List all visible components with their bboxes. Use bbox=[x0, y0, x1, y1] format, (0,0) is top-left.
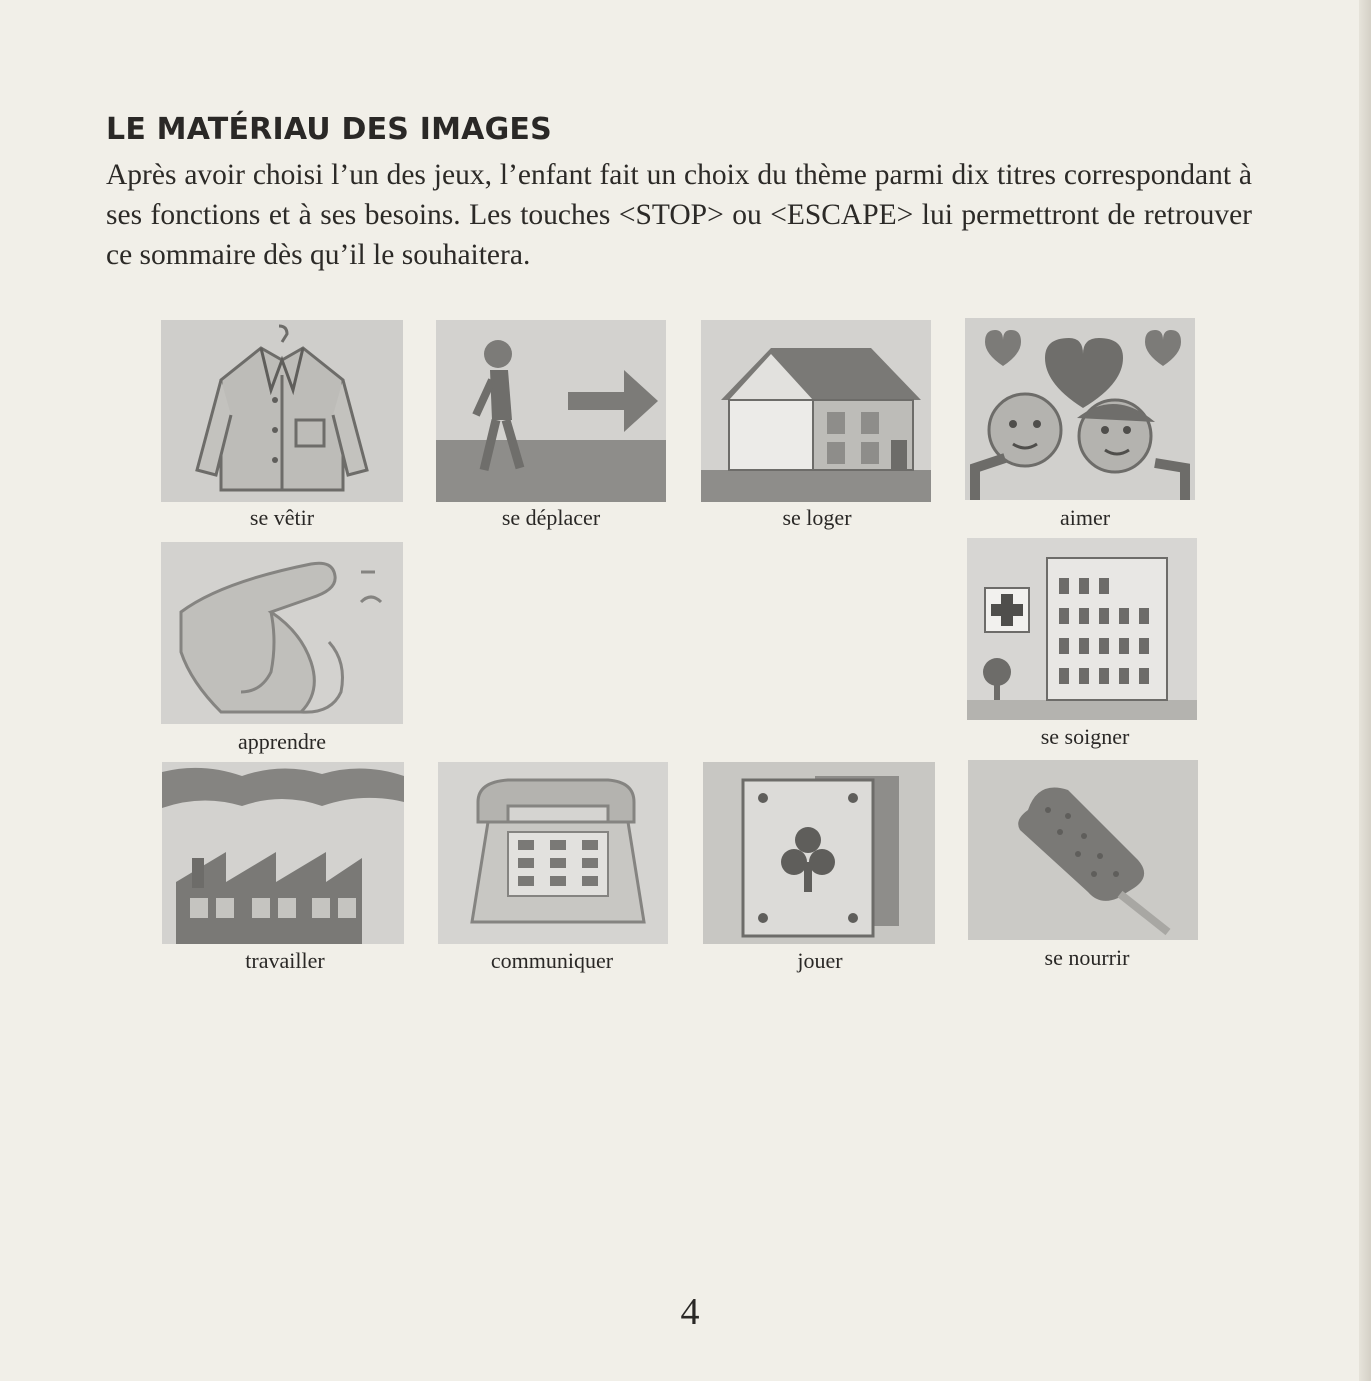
intro-paragraph: Après avoir choisi l’un des jeux, l’enfant fait un choix du thème parmi dix titres correspondant à ses fonctions et à ses besoins. Les touches <STOP> ou <ESCAPE> lui permettront de retrouver ce sommaire dès qu’il le souhaitera. bbox=[106, 159, 1252, 271]
theme-caption: se soigner bbox=[1040, 724, 1130, 749]
theme-tile-jouer bbox=[703, 762, 935, 944]
hospital-icon bbox=[967, 538, 1197, 720]
factory-icon bbox=[162, 762, 404, 944]
page-number: 4 bbox=[680, 1291, 700, 1333]
theme-tile-travailler bbox=[162, 762, 404, 944]
walking-person-arrow-icon bbox=[436, 320, 666, 502]
theme-caption: se loger bbox=[782, 505, 852, 530]
telephone-icon bbox=[438, 762, 668, 944]
theme-tile-communiquer bbox=[438, 762, 668, 944]
theme-tile-se-nourrir bbox=[968, 760, 1198, 940]
theme-caption: travailler bbox=[245, 948, 325, 973]
playing-cards-icon bbox=[703, 762, 935, 944]
couple-hearts-icon bbox=[965, 318, 1195, 500]
theme-caption: apprendre bbox=[238, 729, 326, 754]
jacket-icon bbox=[161, 320, 403, 502]
theme-caption: se nourrir bbox=[1044, 945, 1130, 970]
theme-caption: jouer bbox=[797, 948, 843, 973]
theme-tile-aimer bbox=[965, 318, 1195, 500]
theme-tile-se-soigner bbox=[967, 538, 1197, 720]
theme-tile-se-deplacer bbox=[436, 320, 666, 502]
theme-caption: se vêtir bbox=[249, 505, 315, 530]
theme-tile-se-loger bbox=[701, 320, 931, 502]
theme-caption: aimer bbox=[1059, 505, 1111, 530]
theme-caption: se déplacer bbox=[501, 505, 601, 530]
theme-caption: communiquer bbox=[490, 948, 614, 973]
pointing-hand-icon bbox=[161, 542, 403, 724]
theme-tile-se-vetir bbox=[161, 320, 403, 502]
section-heading: LE MATÉRIAU DES IMAGES bbox=[106, 112, 552, 147]
ice-cream-icon bbox=[968, 760, 1198, 940]
page-edge bbox=[1359, 0, 1371, 1381]
theme-tile-apprendre bbox=[161, 542, 403, 724]
house-icon bbox=[701, 320, 931, 502]
